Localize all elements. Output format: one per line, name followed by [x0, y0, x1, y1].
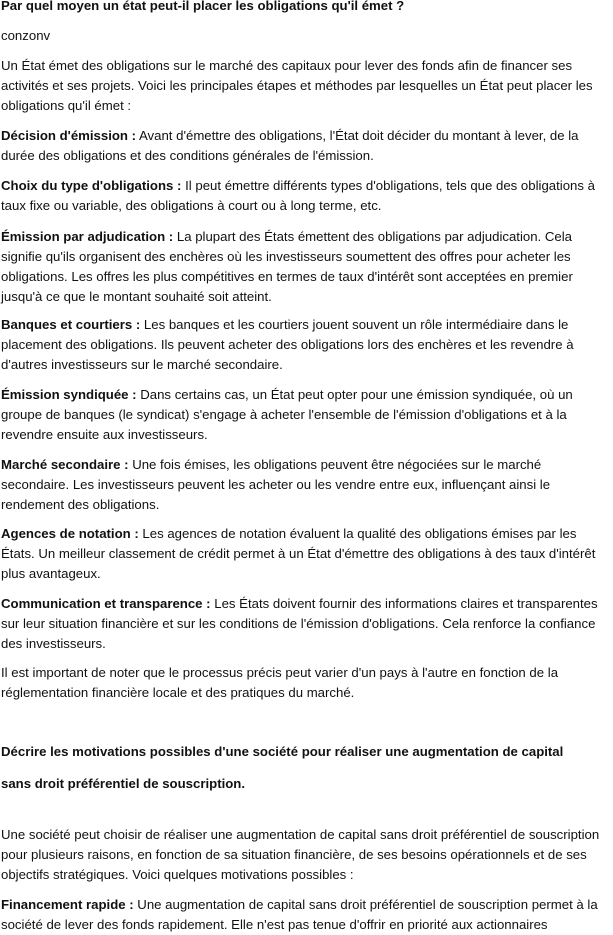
section-text: Les banques et les courtiers jouent souvent un rôle intermédiaire dans le placement des obligations. Ils peuvent acheter des obligations lors des enchères et les revendre à d'autres investisseurs sur le marché secondaire. — [1, 317, 574, 372]
conclusion-paragraph: Il est important de noter que le processus précis peut varier d'un pays à l'autre en fonction de la réglementation financière locale et des pratiques du marché. — [1, 665, 559, 700]
section-marche-secondaire — [1, 455, 612, 515]
question-title-1: Par quel moyen un état peut-il placer les obligations qu'il émet ? — [1, 0, 405, 13]
question-title-2-line-1: Décrire les motivations possibles d'une société pour réaliser une augmentation de capital — [1, 744, 564, 759]
section-agences-notation — [1, 524, 612, 584]
section-communication — [1, 594, 612, 654]
section-text: Une augmentation de capital sans droit préférentiel de souscription permet à la société de lever des fonds rapidement. Elle n'est pas tenue d'offrir en priorité aux actionnaires — [1, 897, 598, 932]
section-text: Il peut émettre différents types d'obligations, tels que des obligations à taux fixe ou variable, des obligations à court ou à long terme, etc. — [1, 178, 595, 213]
section-financement-rapide — [1, 895, 612, 935]
section-term: Communication et transparence : — [1, 596, 211, 611]
section-text: Dans certains cas, un État peut opter pour une émission syndiquée, où un groupe de banques (le syndicat) s'engage à acheter l'ensemble de l'émission d'obligations et à la revendre ensuite aux investisseurs. — [1, 387, 573, 442]
section-emission-syndiquee — [1, 385, 612, 445]
section-text: Les États doivent fournir des informations claires et transparentes sur leur situation financière et sur les conditions de l'émission d'obligations. Cela renforce la confiance des investisseurs. — [1, 596, 598, 651]
section-term: Décision d'émission : — [1, 128, 137, 143]
section-text: Les agences de notation évaluent la qualité des obligations émises par les États. Un meilleur classement de crédit permet à un État d'émettre des obligations à des taux d'intérêt plus avantageux. — [1, 526, 596, 581]
section-term: Banques et courtiers : — [1, 317, 141, 332]
section-term: Émission par adjudication : — [1, 229, 174, 244]
intro2-paragraph: Une société peut choisir de réaliser une augmentation de capital sans droit préférentiel de souscription pour plusieurs raisons, en fonction de sa situation financière, de ses besoins opérationnels et de ses objectifs stratégiques. Voici quelques motivations possibles : — [1, 827, 600, 882]
section-text: La plupart des États émettent des obligations par adjudication. Cela signifie qu'ils organisent des enchères où les investisseurs soumettent des offres pour acheter les obligations. Les offres les plus compétitives en termes de taux d'intérêt sont acceptées en premier jusqu'à ce que le montant souhaité soit atteint. — [1, 229, 573, 304]
intro-paragraph: Un État émet des obligations sur le marché des capitaux pour lever des fonds afin de financer ses activités et ses projets. Voici les principales étapes et méthodes par lesquelles un État peut placer les obligations qu'il émet : — [1, 58, 593, 113]
section-text: Avant d'émettre des obligations, l'État doit décider du montant à lever, de la durée des obligations et des conditions générales de l'émission. — [1, 128, 579, 163]
section-term: Marché secondaire : — [1, 457, 129, 472]
section-adjudication — [1, 227, 612, 307]
question-title-2-line-2: sans droit préférentiel de souscription. — [1, 776, 246, 791]
section-banques-courtiers — [1, 315, 612, 375]
author-name: conzonv — [1, 28, 51, 43]
section-decision-emission — [1, 126, 612, 166]
section-choix-type — [1, 176, 612, 216]
section-term: Agences de notation : — [1, 526, 139, 541]
section-term: Financement rapide : — [1, 897, 134, 912]
section-text: Une fois émises, les obligations peuvent être négociées sur le marché secondaire. Les investisseurs peuvent les acheter ou les vendre entre eux, influençant ainsi le rendement des obligations. — [1, 457, 551, 512]
section-term: Choix du type d'obligations : — [1, 178, 182, 193]
section-term: Émission syndiquée : — [1, 387, 137, 402]
